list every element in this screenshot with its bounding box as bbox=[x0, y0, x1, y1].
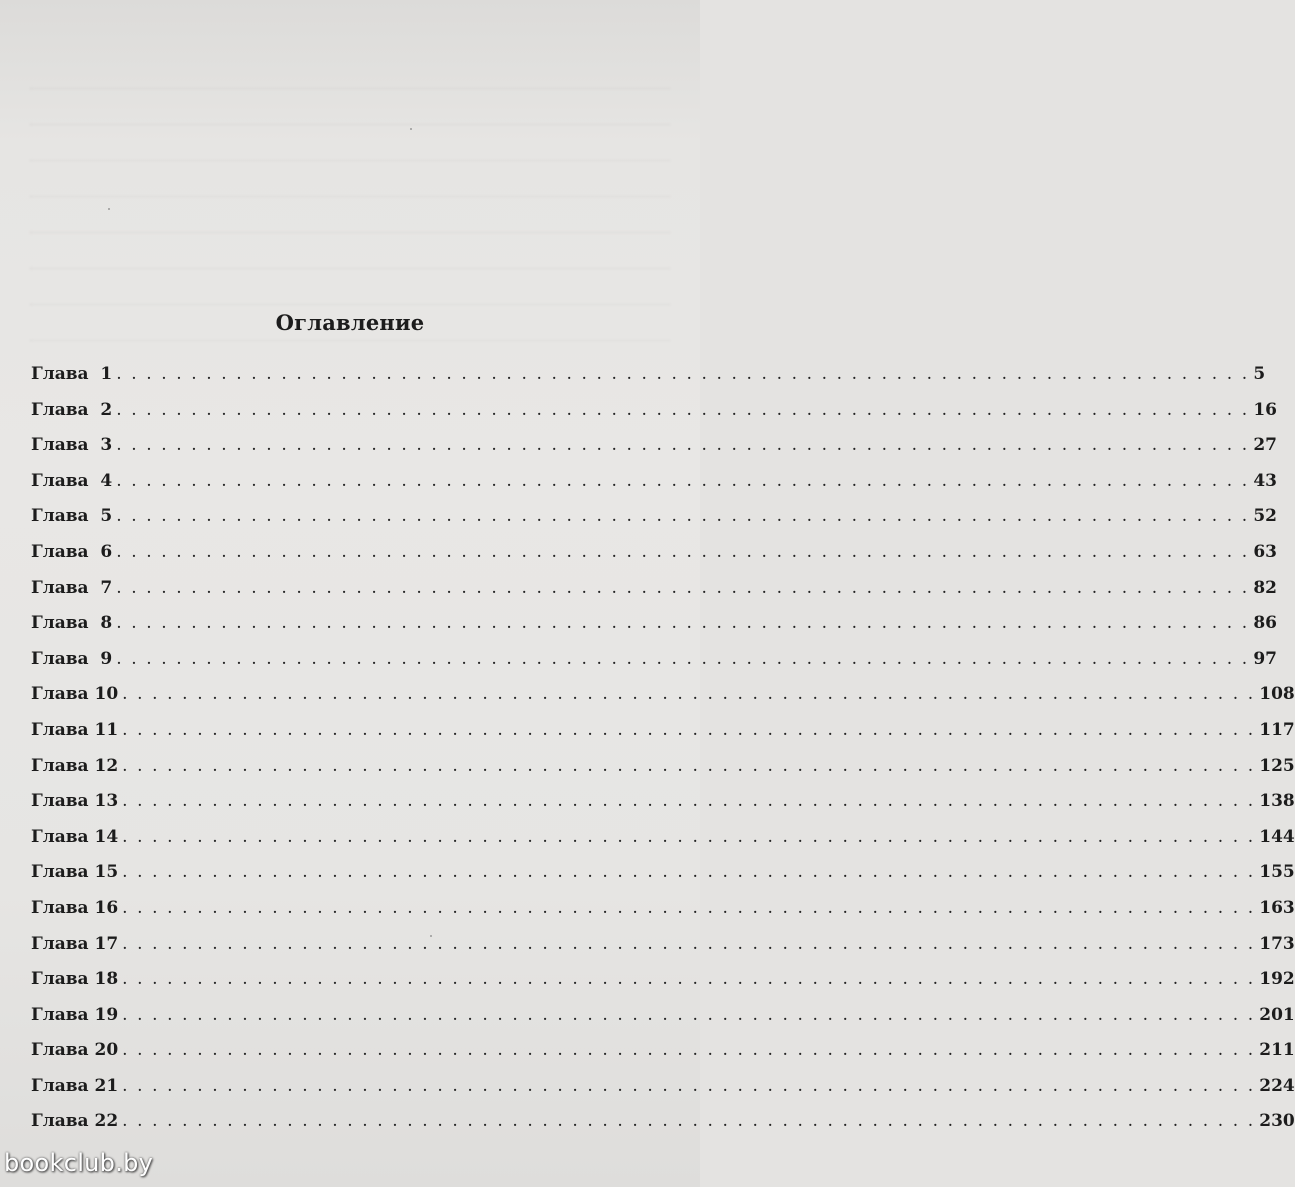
toc-entry bbox=[31, 506, 1277, 542]
chapter-label: Глава 7 bbox=[31, 577, 113, 598]
chapter-label: Глава 3 bbox=[31, 435, 113, 456]
chapter-label: Глава 11 bbox=[31, 719, 119, 740]
page-number: 230 bbox=[1259, 1111, 1295, 1132]
toc-entry bbox=[31, 470, 1277, 507]
dot-leader: . . . . . . . . . . . . . . . . . . . . . . . . . . . . . . . . . . . . . . . . . . . . . . . . . . . . . . . . . . . . . . . . . . . . . . . . . . . . bbox=[122, 1004, 1256, 1025]
toc-entry bbox=[31, 719, 1295, 756]
page-number: 192 bbox=[1259, 969, 1295, 990]
chapter-label: Глава 19 bbox=[31, 1004, 119, 1025]
dot-leader: . . . . . . . . . . . . . . . . . . . . . . . . . . . . . . . . . . . . . . . . . . . . . . . . . . . . . . . . . . . . . . . . . . . . . . . . . . . . bbox=[122, 791, 1256, 812]
toc-entry bbox=[31, 933, 1295, 970]
dot-leader: . . . . . . . . . . . . . . . . . . . . . . . . . . . . . . . . . . . . . . . . . . . . . . . . . . . . . . . . . . . . . . . . . . . . . . . . . . . . bbox=[116, 613, 1250, 634]
chapter-label: Глава 13 bbox=[31, 791, 119, 812]
paper-speck bbox=[410, 128, 412, 130]
chapter-label: Глава 4 bbox=[31, 470, 113, 491]
dot-leader: . . . . . . . . . . . . . . . . . . . . . . . . . . . . . . . . . . . . . . . . . . . . . . . . . . . . . . . . . . . . . . . . . . . . . . . . . . . . bbox=[116, 506, 1250, 527]
chapter-label: Глава 17 bbox=[31, 933, 119, 954]
toc-entry bbox=[31, 791, 1295, 827]
dot-leader: . . . . . . . . . . . . . . . . . . . . . . . . . . . . . . . . . . . . . . . . . . . . . . . . . . . . . . . . . . . . . . . . . . . . . . . . . . . . bbox=[116, 399, 1250, 420]
chapter-label: Глава 5 bbox=[31, 506, 113, 527]
page-number: 43 bbox=[1253, 470, 1277, 491]
dot-leader: . . . . . . . . . . . . . . . . . . . . . . . . . . . . . . . . . . . . . . . . . . . . . . . . . . . . . . . . . . . . . . . . . . . . . . . . . . . . bbox=[122, 1075, 1256, 1096]
toc-entry bbox=[31, 541, 1277, 578]
toc-entry bbox=[31, 897, 1295, 934]
dot-leader: . . . . . . . . . . . . . . . . . . . . . . . . . . . . . . . . . . . . . . . . . . . . . . . . . . . . . . . . . . . . . . . . . . . . . . . . . . . . bbox=[116, 577, 1250, 598]
toc-entry bbox=[31, 1040, 1295, 1076]
dot-leader: . . . . . . . . . . . . . . . . . . . . . . . . . . . . . . . . . . . . . . . . . . . . . . . . . . . . . . . . . . . . . . . . . . . . . . . . . . . . bbox=[122, 933, 1256, 954]
dot-leader: . . . . . . . . . . . . . . . . . . . . . . . . . . . . . . . . . . . . . . . . . . . . . . . . . . . . . . . . . . . . . . . . . . . . . . . . . . . . bbox=[116, 648, 1250, 669]
page-number: 16 bbox=[1253, 399, 1277, 420]
page-number: 144 bbox=[1259, 826, 1295, 847]
chapter-label: Глава 22 bbox=[31, 1111, 119, 1132]
toc-entry bbox=[31, 684, 1295, 720]
toc-entry bbox=[31, 755, 1295, 792]
page-title: Оглавление bbox=[275, 310, 425, 335]
chapter-label: Глава 16 bbox=[31, 897, 119, 918]
toc-entry bbox=[31, 1004, 1295, 1041]
page-number: 5 bbox=[1253, 364, 1266, 384]
page-number: 108 bbox=[1259, 684, 1295, 705]
page-number: 52 bbox=[1253, 506, 1277, 527]
chapter-label: Глава 18 bbox=[31, 969, 119, 990]
page-number: 201 bbox=[1259, 1004, 1295, 1025]
dot-leader: . . . . . . . . . . . . . . . . . . . . . . . . . . . . . . . . . . . . . . . . . . . . . . . . . . . . . . . . . . . . . . . . . . . . . . . . . . . . bbox=[116, 470, 1250, 491]
chapter-label: Глава 14 bbox=[31, 826, 119, 847]
page-number: 155 bbox=[1259, 862, 1295, 883]
page-number: 173 bbox=[1259, 933, 1295, 954]
table-of-contents bbox=[31, 364, 1295, 1147]
page-number: 125 bbox=[1259, 755, 1295, 776]
chapter-label: Глава 20 bbox=[31, 1040, 119, 1061]
page-number: 86 bbox=[1253, 613, 1277, 634]
chapter-label: Глава 6 bbox=[31, 541, 113, 562]
chapter-label: Глава 9 bbox=[31, 648, 113, 669]
chapter-label: Глава 2 bbox=[31, 399, 113, 420]
toc-entry bbox=[31, 435, 1277, 471]
page-number: 138 bbox=[1259, 791, 1295, 812]
chapter-label: Глава 21 bbox=[31, 1075, 119, 1096]
page-number: 211 bbox=[1259, 1040, 1295, 1061]
dot-leader: . . . . . . . . . . . . . . . . . . . . . . . . . . . . . . . . . . . . . . . . . . . . . . . . . . . . . . . . . . . . . . . . . . . . . . . . . . . . bbox=[116, 364, 1250, 384]
toc-entry bbox=[31, 969, 1295, 1005]
toc-entry bbox=[31, 826, 1295, 863]
watermark: bookclub.by bbox=[4, 1149, 154, 1177]
dot-leader: . . . . . . . . . . . . . . . . . . . . . . . . . . . . . . . . . . . . . . . . . . . . . . . . . . . . . . . . . . . . . . . . . . . . . . . . . . . . bbox=[122, 719, 1256, 740]
page-number: 163 bbox=[1259, 897, 1295, 918]
toc-entry bbox=[31, 1111, 1295, 1147]
chapter-label: Глава 10 bbox=[31, 684, 119, 705]
dot-leader: . . . . . . . . . . . . . . . . . . . . . . . . . . . . . . . . . . . . . . . . . . . . . . . . . . . . . . . . . . . . . . . . . . . . . . . . . . . . bbox=[122, 1040, 1256, 1061]
dot-leader: . . . . . . . . . . . . . . . . . . . . . . . . . . . . . . . . . . . . . . . . . . . . . . . . . . . . . . . . . . . . . . . . . . . . . . . . . . . . bbox=[116, 541, 1250, 562]
dot-leader: . . . . . . . . . . . . . . . . . . . . . . . . . . . . . . . . . . . . . . . . . . . . . . . . . . . . . . . . . . . . . . . . . . . . . . . . . . . . bbox=[122, 1111, 1256, 1132]
dot-leader: . . . . . . . . . . . . . . . . . . . . . . . . . . . . . . . . . . . . . . . . . . . . . . . . . . . . . . . . . . . . . . . . . . . . . . . . . . . . bbox=[116, 435, 1250, 456]
dot-leader: . . . . . . . . . . . . . . . . . . . . . . . . . . . . . . . . . . . . . . . . . . . . . . . . . . . . . . . . . . . . . . . . . . . . . . . . . . . . bbox=[122, 755, 1256, 776]
dot-leader: . . . . . . . . . . . . . . . . . . . . . . . . . . . . . . . . . . . . . . . . . . . . . . . . . . . . . . . . . . . . . . . . . . . . . . . . . . . . bbox=[122, 684, 1256, 705]
chapter-label: Глава 1 bbox=[31, 364, 113, 384]
dot-leader: . . . . . . . . . . . . . . . . . . . . . . . . . . . . . . . . . . . . . . . . . . . . . . . . . . . . . . . . . . . . . . . . . . . . . . . . . . . . bbox=[122, 969, 1256, 990]
page-number: 97 bbox=[1253, 648, 1277, 669]
chapter-label: Глава 12 bbox=[31, 755, 119, 776]
page-number: 224 bbox=[1259, 1075, 1295, 1096]
paper-speck bbox=[108, 208, 110, 210]
toc-entry bbox=[31, 862, 1295, 898]
toc-entry bbox=[31, 399, 1277, 436]
dot-leader: . . . . . . . . . . . . . . . . . . . . . . . . . . . . . . . . . . . . . . . . . . . . . . . . . . . . . . . . . . . . . . . . . . . . . . . . . . . . bbox=[122, 862, 1256, 883]
toc-entry bbox=[31, 613, 1277, 649]
toc-entry bbox=[31, 648, 1277, 685]
dot-leader: . . . . . . . . . . . . . . . . . . . . . . . . . . . . . . . . . . . . . . . . . . . . . . . . . . . . . . . . . . . . . . . . . . . . . . . . . . . . bbox=[122, 897, 1256, 918]
page-number: 82 bbox=[1253, 577, 1277, 598]
toc-entry bbox=[31, 364, 1266, 400]
dot-leader: . . . . . . . . . . . . . . . . . . . . . . . . . . . . . . . . . . . . . . . . . . . . . . . . . . . . . . . . . . . . . . . . . . . . . . . . . . . . bbox=[122, 826, 1256, 847]
page-number: 63 bbox=[1253, 541, 1277, 562]
toc-entry bbox=[31, 577, 1277, 614]
page-number: 27 bbox=[1253, 435, 1277, 456]
page-number: 117 bbox=[1259, 719, 1295, 740]
chapter-label: Глава 8 bbox=[31, 613, 113, 634]
chapter-label: Глава 15 bbox=[31, 862, 119, 883]
toc-entry bbox=[31, 1075, 1295, 1112]
